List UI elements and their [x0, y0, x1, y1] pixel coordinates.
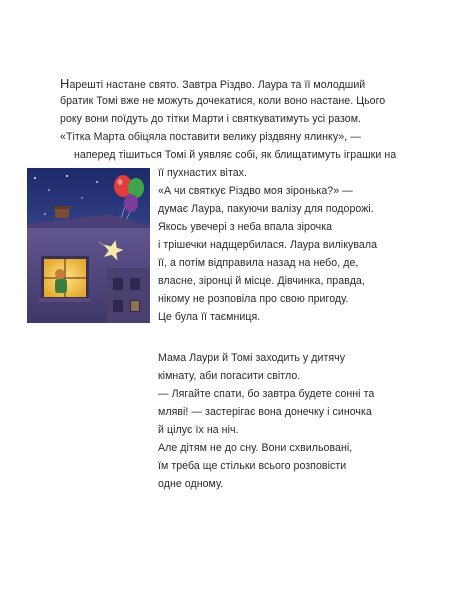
child-head	[55, 269, 65, 279]
right-line-7: нікому не розповіла про свою пригоду.	[158, 293, 349, 305]
right-line-2: думає Лаура, пакуючи валізу для подорожі.	[158, 203, 374, 215]
right-line-4: і трішечки надщербилася. Лаура вилікувала	[158, 239, 378, 251]
purple-balloon	[124, 194, 138, 212]
right-line-5: її, а потім відправила назад на небо, де,	[158, 257, 359, 269]
bottom-line-6: Але дітям не до сну. Вони схвильовані,	[158, 442, 353, 454]
drop-cap: Н	[60, 76, 70, 91]
chimney	[55, 208, 69, 218]
right-line-1: «А чи святкує Різдво моя зіронька?» —	[158, 185, 353, 197]
top-line-2: братик Томі вже не можуть дочекатися, коли воно настане. Цього	[60, 95, 386, 107]
bottom-line-1: Мама Лаури й Томі заходить у дитячу	[158, 352, 346, 364]
bottom-line-5: й цілує їх на ніч.	[158, 424, 239, 436]
top-line-1-text: арешті настане свято. Завтра Різдво. Лаура та її молодший	[69, 79, 366, 91]
top-line-4: «Тітка Марта обіцяла поставити велику різдвяну ялинку», —	[60, 131, 361, 143]
top-line-6: її пухнастих вітах.	[158, 167, 248, 179]
lit-window	[39, 256, 91, 302]
illustration-svg	[27, 168, 150, 323]
right-line-6: власне, зіронці й місце. Дівчинка, правда,	[158, 275, 365, 287]
bottom-line-2: кімнату, аби погасити світло.	[158, 370, 301, 382]
top-line-5: наперед тішиться Томі й уявляє собі, як блищатимуть іграшки на	[74, 149, 397, 161]
night-window-illustration	[27, 168, 150, 323]
bottom-line-4: мляві! — застерігає вона донечку і синочка	[158, 406, 372, 418]
bottom-line-3: — Лягайте спати, бо завтра будете сонні та	[158, 388, 375, 400]
bottom-line-7: їм треба ще стільки всього розповісти	[158, 460, 347, 472]
bottom-line-8: одне одному.	[158, 478, 224, 490]
neighbor-building	[107, 268, 150, 323]
right-line-8: Це була її таємниця.	[158, 311, 261, 323]
right-line-3: Якось увечері з неба впала зірочка	[158, 221, 333, 233]
top-line-1	[60, 77, 365, 92]
top-line-3: року вони поїдуть до тітки Марти і святкуватимуть усі разом.	[60, 113, 362, 125]
child-body	[55, 279, 67, 293]
